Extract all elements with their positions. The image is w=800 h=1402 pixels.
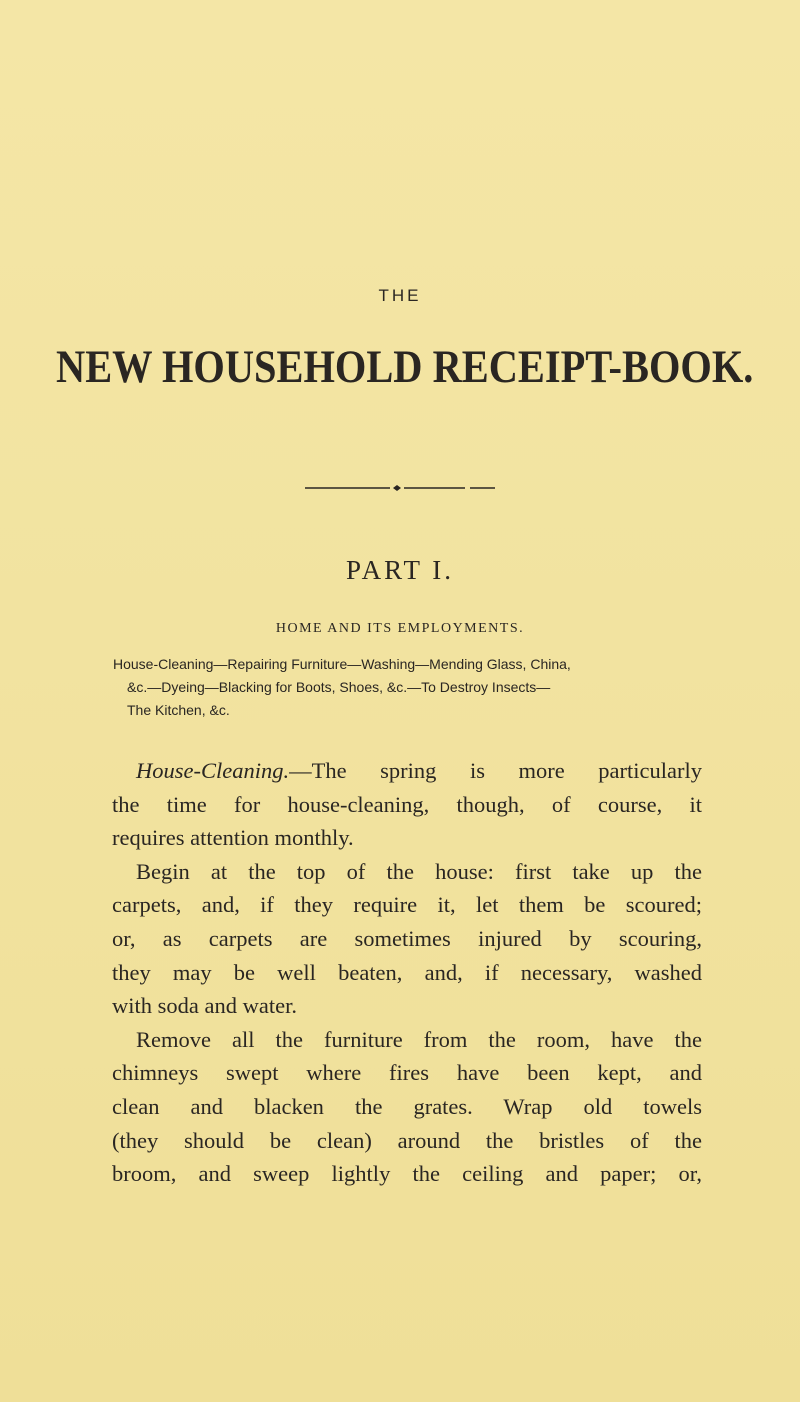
part-subtitle: HOME AND ITS EMPLOYMENTS. — [275, 621, 525, 636]
ornament-rule-icon — [305, 483, 495, 493]
paragraph-line: Begin at the top of the house: first take up the — [136, 858, 702, 884]
summary-line: The Kitchen, &c. — [127, 702, 230, 718]
paragraph-line: the time for house-cleaning, though, of course, it — [112, 791, 702, 817]
paragraph-line: chimneys swept where fires have been kept, and — [112, 1060, 702, 1086]
paragraph-line: broom, and sweep lightly the ceiling and paper; or, — [112, 1161, 702, 1187]
paragraph-line — [112, 754, 702, 788]
part-heading: PART I. — [346, 555, 454, 585]
paragraph-line: requires attention monthly. — [112, 825, 354, 851]
pre-title: THE — [378, 286, 422, 305]
body-text — [112, 754, 702, 1191]
paragraph-line-text: —The spring is more particularly — [289, 758, 702, 783]
paragraph-line: (they should be clean) around the bristles of the — [112, 1127, 702, 1153]
paragraph-line: Remove all the furniture from the room, have the — [136, 1026, 702, 1052]
book-title: NEW HOUSEHOLD RECEIPT-BOOK. — [56, 341, 754, 393]
paragraph-line: with soda and water. — [112, 993, 297, 1019]
paragraph-line: clean and blacken the grates. Wrap old towels — [112, 1093, 702, 1119]
paragraph-line: or, as carpets are sometimes injured by scouring, — [112, 925, 702, 951]
diamond-rule-ornament-icon — [0, 480, 800, 498]
summary-line: House-Cleaning—Repairing Furniture—Washing—Mending Glass, China, — [113, 656, 571, 672]
paragraph-line: carpets, and, if they require it, let them be scoured; — [112, 892, 702, 918]
chapter-summary — [113, 653, 713, 722]
summary-line: &c.—Dyeing—Blacking for Boots, Shoes, &c.—To Destroy Insects— — [127, 679, 551, 695]
section-lead-heading: House-Cleaning. — [136, 758, 290, 783]
paragraph-line: they may be well beaten, and, if necessary, washed — [112, 959, 702, 985]
